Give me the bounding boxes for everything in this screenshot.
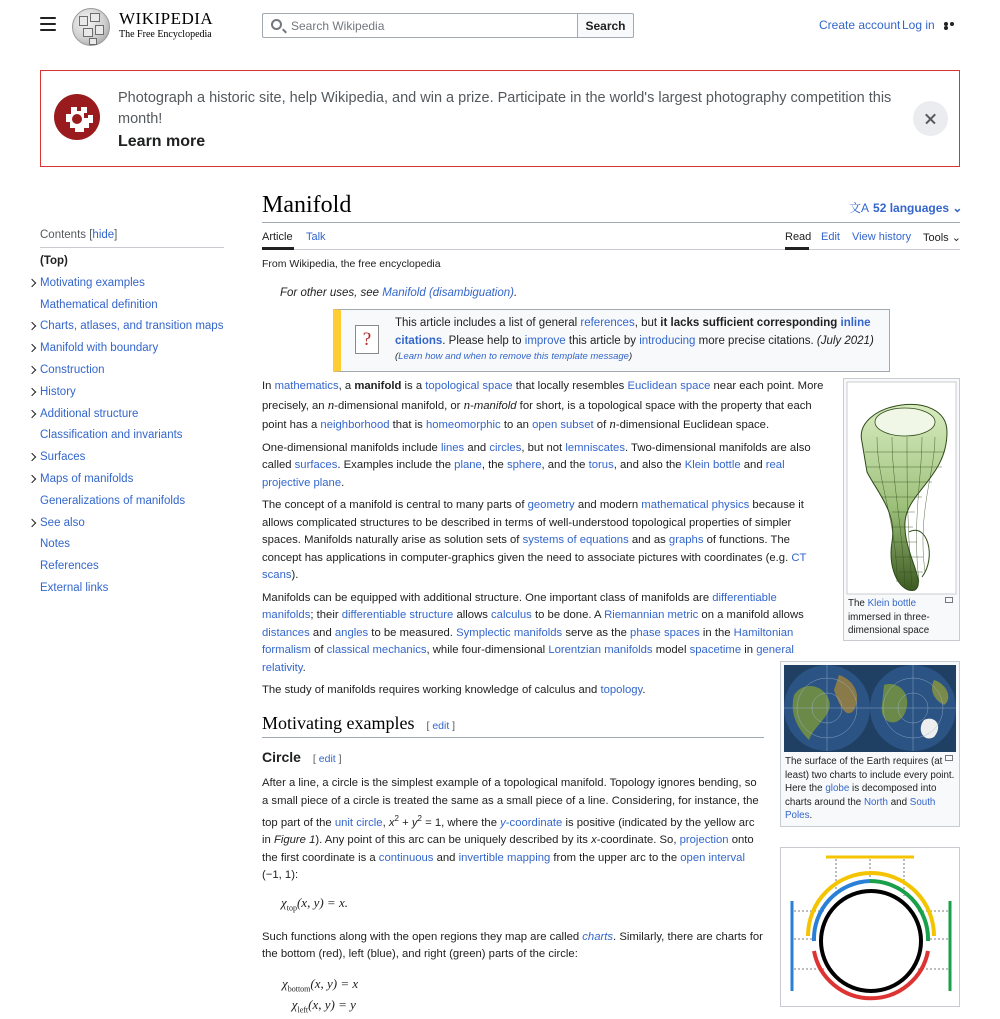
hatnote: For other uses, see Manifold (disambiguation).	[280, 287, 518, 299]
notice-text: This article includes a list of general references, but it lacks sufficient corresponding inline citations. Please help to improve this article by introducing more precise citations. (July 2021)	[395, 317, 874, 347]
title-divider	[262, 222, 960, 223]
tab-edit[interactable]: Edit	[821, 231, 840, 243]
chevron-right-icon[interactable]	[28, 518, 36, 526]
close-icon[interactable]	[913, 101, 948, 136]
search-button[interactable]: Search	[577, 13, 634, 38]
tab-view-history[interactable]: View history	[852, 231, 912, 243]
toc-header: Contents [hide]	[40, 229, 224, 248]
chevron-right-icon[interactable]	[28, 388, 36, 396]
tab-talk[interactable]: Talk	[306, 231, 326, 243]
toc-item-external[interactable]: External links	[40, 581, 109, 594]
circle-section: After a line, a circle is the simplest example of a topological manifold. Topology ignores bending, so a small piece of a circle is treated the same as a small piece of a line. Considering, for instance, the top part of the unit circle, $x^2 + y^2 = 1$, where the y-coordinate is positive (indicated by the yellow arc in Figure 1). Any point of this arc can be uniquely described by its x-coordinate. So, projection onto the first coordinate is a continuous and invertible mapping from the upper arc to the open interval (−1, 1): $\chi_{top}(x$, y) = x. Such functions along with the open regions they map are called charts. Similarly, there are charts for the bottom (red), left (blue), and right (green) parts of the circle: $\chi_{bottom}(x$, y) = x $\chi_{left}(x$, y) = y	[262, 777, 763, 1016]
toc-item-definition[interactable]: Mathematical definition	[40, 298, 158, 311]
toc-item-boundary[interactable]	[40, 342, 224, 364]
section-title: Motivating examples	[262, 713, 415, 733]
toc-item-charts[interactable]	[40, 320, 224, 342]
earth-charts-image[interactable]	[784, 665, 956, 752]
banner-text: Photograph a historic site, help Wikipedia, and win a prize. Participate in the world's largest photography competition this month!	[118, 90, 892, 127]
chevron-right-icon[interactable]	[28, 409, 36, 417]
language-selector[interactable]	[849, 199, 962, 216]
chevron-right-icon[interactable]	[28, 279, 36, 287]
subsection-edit-link[interactable]: edit	[318, 753, 336, 765]
languages-label: 52 languages	[873, 201, 950, 215]
tab-read-underline	[785, 247, 809, 250]
caption-text: The surface of the Earth requires (at least) two charts to include every point. Here the	[785, 756, 955, 794]
toc-item-construction[interactable]	[40, 364, 224, 386]
toc-item-label: Construction	[40, 363, 105, 376]
chevron-down-icon: ⌄	[951, 232, 961, 244]
toc-item-label: Surfaces	[40, 451, 86, 464]
wordmark-title: WIKIPEDIA	[119, 9, 214, 28]
section-edit-link[interactable]: edit	[432, 720, 450, 732]
wikipedia-globe-logo[interactable]	[72, 8, 110, 46]
table-of-contents	[40, 229, 224, 604]
search-box	[262, 13, 578, 38]
toc-item-see-also[interactable]	[40, 517, 224, 539]
main-menu-button[interactable]	[40, 17, 56, 31]
circle-charts-image[interactable]	[784, 851, 956, 1001]
toc-item-top[interactable]: (Top)	[40, 255, 68, 267]
wikipedia-wordmark[interactable]	[119, 9, 213, 40]
tools-menu[interactable]	[923, 231, 961, 244]
translate-icon: 文A	[849, 201, 870, 215]
question-book-icon: ?	[355, 325, 379, 354]
toc-item-label: Motivating examples	[40, 276, 145, 289]
enlarge-icon[interactable]	[945, 597, 953, 603]
notice-learn: (Learn how and when to remove this template message)	[395, 351, 633, 362]
toc-item-label: History	[40, 385, 76, 398]
caption-text: The	[848, 598, 865, 609]
toc-item-motivating[interactable]	[40, 277, 224, 299]
learn-remove-link[interactable]: Learn how and when to remove this template message	[398, 351, 629, 362]
earth-charts-caption: The surface of the Earth requires (at least) two charts to include every point. Here the globe is decomposed into charts around the North and South Poles.	[785, 756, 955, 821]
klein-bottle-caption	[848, 597, 940, 638]
chevron-right-icon[interactable]	[28, 322, 36, 330]
disambiguation-link[interactable]: Manifold (disambiguation)	[382, 287, 514, 299]
more-options-icon[interactable]	[944, 22, 960, 26]
login-link[interactable]: Log in	[902, 18, 935, 32]
caption-text: and	[890, 796, 908, 808]
chevron-right-icon[interactable]	[28, 366, 36, 374]
toc-item-label: See also	[40, 516, 85, 529]
subsection-title: Circle	[262, 749, 301, 765]
globe-link[interactable]: globe	[825, 783, 850, 794]
tagline: From Wikipedia, the free encyclopedia	[262, 258, 441, 270]
circle-charts-figure	[780, 847, 960, 1007]
banner-learn-more-link[interactable]: Learn more	[118, 133, 206, 150]
tab-article-underline	[262, 247, 294, 250]
caption-text: immersed in three-dimensional space	[848, 611, 930, 636]
page-title: Manifold	[262, 192, 352, 218]
enlarge-icon[interactable]	[945, 755, 953, 761]
hatnote-prefix: For other uses, see	[280, 287, 380, 299]
search-input[interactable]	[291, 17, 571, 34]
chevron-right-icon[interactable]	[28, 344, 36, 352]
toc-item-label: Maps of manifolds	[40, 472, 134, 485]
campaign-banner	[40, 70, 960, 167]
klein-bottle-figure	[843, 378, 960, 641]
lead-section: In mathematics, a manifold is a topological space that locally resembles Euclidean space near each point. More precisely, an n-dimensional manifold, or n-manifold for short, is a topological space with the property that each point has a neighborhood that is homeomorphic to an open subset of n-dimensional Euclidean space. One-dimensional manifolds include lines and circles, but not lemniscates. Two-dimensional manifolds are also called surfaces. Examples include the plane, the sphere, and the torus, and also the Klein bottle and real projective plane. The concept of a manifold is central to many parts of geometry and modern mathematical physics because it allows complicated structures to be described in terms of well-understood topological properties of simpler spaces. Manifolds naturally arise as solution sets of systems of equations and as graphs of functions. The concept has applications in computer-graphics given the need to associate pictures with coordinates (e.g. CT scans). Manifolds can be equipped with additional structure. One important class of manifolds are differentiable manifolds; their differentiable structure allows calculus to be done. A Riemannian metric on a manifold allows distances and angles to be measured. Symplectic manifolds serve as the phase spaces in the Hamiltonian formalism of classical mechanics, while four-dimensional Lorentzian manifolds model spacetime in general relativity. The study of manifolds requires working knowledge of calculus and topology.	[262, 380, 824, 696]
toc-item-label: Manifold with boundary	[40, 342, 159, 355]
toc-item-history[interactable]	[40, 386, 224, 408]
klein-bottle-image[interactable]	[847, 382, 956, 594]
earth-charts-figure	[780, 661, 960, 827]
toc-item-maps[interactable]	[40, 473, 224, 495]
create-account-link[interactable]: Create account	[819, 18, 901, 32]
toc-item-classification[interactable]: Classification and invariants	[40, 429, 183, 442]
toc-item-references[interactable]: References	[40, 560, 99, 573]
north-pole-link[interactable]: North	[863, 796, 888, 808]
toc-item-additional[interactable]	[40, 408, 224, 430]
south-poles-link[interactable]: South Poles	[785, 796, 936, 821]
caption-text: is decomposed into charts around the	[785, 783, 937, 808]
toc-item-label: Charts, atlases, and transition maps	[40, 320, 224, 333]
toc-hide-link[interactable]: hide	[92, 229, 115, 241]
chevron-right-icon[interactable]	[28, 475, 36, 483]
toc-title: Contents	[40, 229, 87, 241]
toc-item-generalizations[interactable]: Generalizations of manifolds	[40, 494, 186, 507]
subsection-heading-circle: Circle [ edit ]	[262, 749, 342, 765]
search-icon	[271, 19, 282, 30]
tab-article[interactable]: Article	[262, 231, 293, 243]
chevron-right-icon[interactable]	[28, 453, 36, 461]
tools-label: Tools	[923, 232, 949, 244]
wordmark-tagline: The Free Encyclopedia	[119, 29, 212, 40]
tabs-divider	[262, 249, 960, 250]
wiki-loves-monuments-logo	[53, 93, 105, 141]
citation-notice	[333, 309, 890, 372]
chevron-down-icon: ⌄	[952, 201, 963, 215]
toc-item-notes[interactable]: Notes	[40, 538, 71, 551]
section-heading-motivating: Motivating examples [ edit ]	[262, 713, 764, 738]
klein-bottle-link[interactable]: Klein bottle	[867, 598, 917, 609]
toc-item-surfaces[interactable]	[40, 451, 224, 473]
toc-item-label: Additional structure	[40, 407, 139, 420]
tab-read[interactable]: Read	[785, 231, 812, 243]
